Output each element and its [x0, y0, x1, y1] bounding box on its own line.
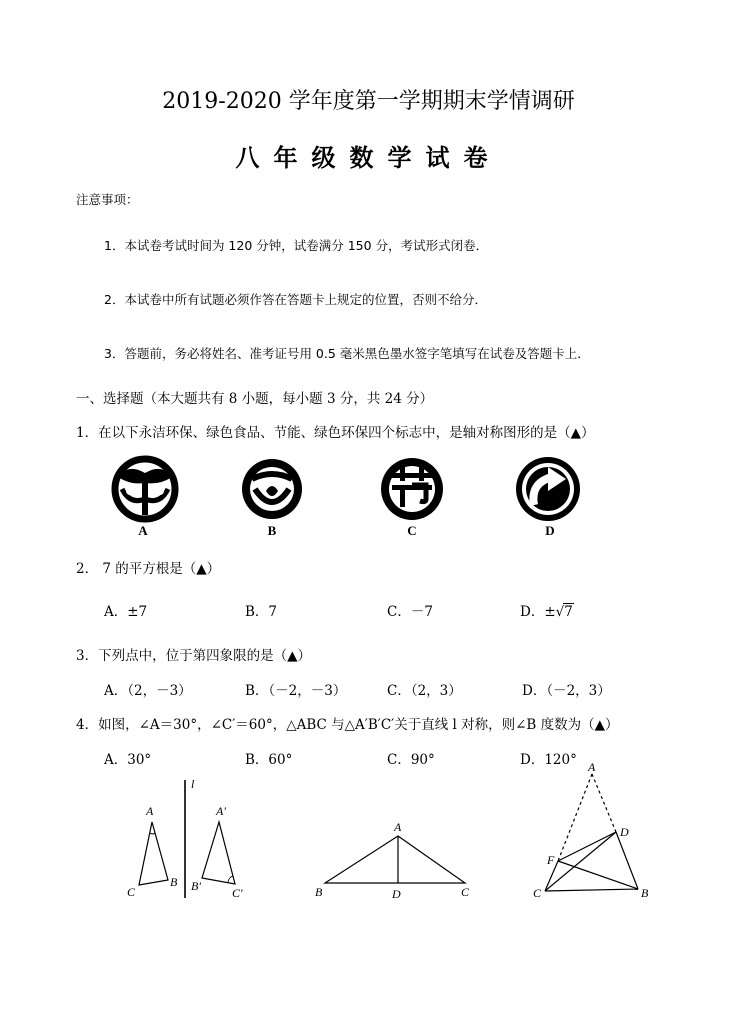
label-c-2: C — [461, 885, 470, 899]
q2-option-d-label: D．± — [520, 604, 556, 620]
question-4-text: 4．如图，∠A＝30°，∠C′＝60°，△ABC 与△A′B′C′关于直线 l 对称，则∠B 度数为（▲） — [76, 717, 619, 733]
q4-option-d: D．120° — [520, 752, 577, 768]
q4-option-c: C．90° — [387, 752, 435, 768]
label-b-3: B — [641, 886, 649, 900]
triangle-a2b2c2 — [202, 822, 235, 884]
question-3-text: 3．下列点中，位于第四象限的是（▲） — [76, 648, 311, 664]
sqrt-symbol-icon: √ — [555, 604, 565, 620]
note-item-3: 3．答题前，务必将姓名、准考证号用 0.5 毫米黑色墨水签字笔填写在试卷及答题卡上． — [104, 346, 590, 361]
q3-option-a: A．（2，－3） — [104, 683, 192, 699]
logo-label-a: A — [138, 523, 148, 538]
question-1-text: 1．在以下永洁环保、绿色食品、节能、绿色环保四个标志中，是轴对称图形的是（▲） — [76, 425, 595, 441]
logo-label-d: D — [545, 523, 555, 538]
q3-option-d: D．（－2，3） — [522, 683, 611, 699]
note-item-2: 2．本试卷中所有试题必须作答在答题卡上规定的位置，否则不给分． — [104, 292, 487, 307]
label-f-3: F — [547, 853, 555, 867]
triangle-abc-2 — [325, 836, 465, 883]
exam-title: 2019-2020 学年度第一学期期末学情调研 — [162, 89, 575, 114]
question-4-figures — [0, 760, 737, 910]
figure-reflection — [127, 777, 243, 900]
green-food-logo-icon — [242, 459, 302, 519]
q2-option-a: A．±7 — [104, 604, 148, 620]
label-a-prime: A′ — [216, 804, 226, 818]
label-b-2: B — [315, 885, 323, 899]
q2-option-b: B．7 — [245, 604, 278, 620]
label-a-2: A — [394, 820, 402, 834]
question-1-logos — [100, 455, 600, 545]
q2-option-d-radicand: 7 — [564, 604, 573, 620]
label-c-3: C — [533, 886, 542, 900]
figure-altitude — [315, 820, 470, 901]
logo-label-c: C — [407, 523, 417, 538]
label-b: B — [170, 875, 178, 889]
label-a-3: A — [588, 760, 596, 774]
q3-option-c: C．（2，3） — [387, 683, 462, 699]
label-d-2: D — [392, 887, 401, 901]
label-c-prime: C′ — [232, 886, 243, 900]
q2-option-c: C．－7 — [387, 604, 433, 620]
figure-fold — [533, 760, 649, 900]
question-2-text: 2． 7 的平方根是（▲） — [76, 561, 221, 577]
label-c: C — [127, 885, 136, 899]
q4-option-a: A．30° — [104, 752, 152, 768]
recycle-arrow-logo-icon — [516, 457, 580, 521]
label-b-prime: B′ — [191, 879, 201, 893]
label-a: A — [146, 804, 154, 818]
q2-option-d — [520, 600, 574, 620]
energy-saving-logo-icon — [381, 458, 443, 520]
notes-heading: 注意事项： — [76, 192, 139, 207]
triangle-abc — [139, 822, 168, 885]
q3-option-b: B．（－2，－3） — [245, 683, 347, 699]
label-d-3: D — [620, 825, 629, 839]
section-heading: 一、选择题（本大题共有 8 小题，每小题 3 分，共 24 分） — [76, 391, 434, 407]
note-item-1: 1．本试卷考试时间为 120 分钟，试卷满分 150 分，考试形式闭卷． — [104, 238, 489, 253]
exam-subtitle: 八年级数学试卷 — [235, 143, 502, 172]
q4-option-b: B．60° — [245, 752, 293, 768]
sprout-logo-icon — [115, 459, 175, 519]
logo-label-b: B — [267, 523, 277, 538]
label-line-l: l — [191, 777, 195, 791]
